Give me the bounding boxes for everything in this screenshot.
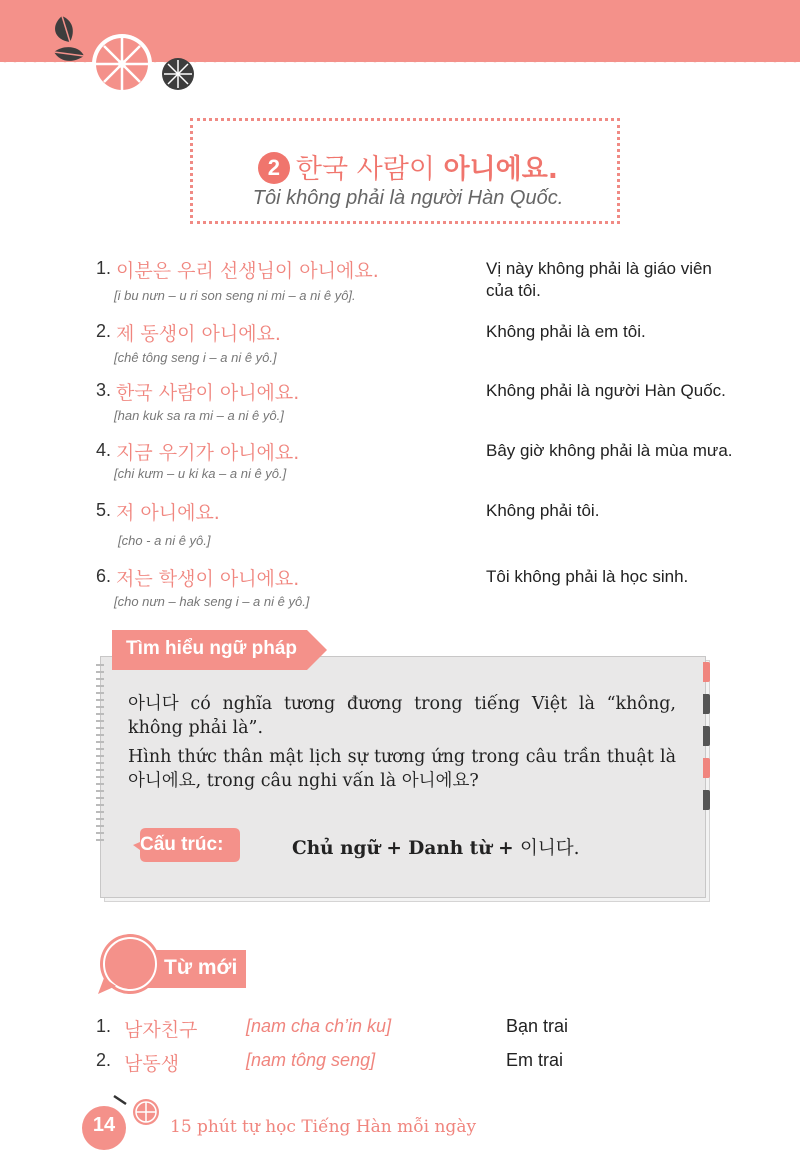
- grammar-p2-line2: 아니에요, trong câu nghi vấn là 아니에요?: [128, 771, 479, 791]
- notebook-tab: [703, 758, 710, 778]
- citrus-leaves-decoration: [40, 8, 200, 98]
- vocab-meaning: Bạn trai: [506, 1016, 569, 1036]
- leaf-icon: [54, 47, 84, 61]
- dark-orange-slice-icon: [162, 58, 194, 90]
- grammar-p1-line2: không phải là”.: [128, 718, 264, 738]
- notebook-tab: [703, 790, 710, 810]
- book-title: 15 phút tự học Tiếng Hàn mỗi ngày: [170, 1117, 477, 1137]
- grammar-p2-line1: Hình thức thân mật lịch sự tương ứng trong câu trần thuật là: [128, 747, 676, 767]
- example-korean: 이분은 우리 선생님이 아니에요.: [116, 260, 379, 282]
- vocab-row: 1. 남자친구 [nam cha ch’in ku] Bạn trai: [96, 1016, 569, 1041]
- notebook-tab: [703, 726, 710, 746]
- notebook-tab: [703, 694, 710, 714]
- lesson-title-korean: 2 한국 사람이 아니에요.: [193, 147, 623, 186]
- example-translation: Không phải tôi.: [486, 501, 600, 520]
- example-translation: Không phải là em tôi.: [486, 322, 646, 341]
- lesson-number-badge: 2: [258, 152, 290, 184]
- example-translation: Không phải là người Hàn Quốc.: [486, 381, 726, 400]
- page-number: 14: [92, 1114, 116, 1136]
- example-korean: 한국 사람이 아니에요.: [116, 382, 300, 404]
- example-korean: 지금 우기가 아니에요.: [116, 442, 300, 464]
- example-translation: Bây giờ không phải là mùa mưa.: [486, 441, 733, 460]
- vocab-row: 2. 남동생 [nam tông seng] Em trai: [96, 1050, 564, 1075]
- notebook-spiral: [96, 664, 104, 844]
- notebook-tabs: [703, 662, 711, 822]
- example-romanization: [cho nưn – hak seng i – a ni ê yô.]: [114, 594, 310, 609]
- footer-orange-icon: [112, 1090, 162, 1126]
- vocab-korean: 남동생: [124, 1053, 180, 1075]
- vocab-korean: 남자친구: [124, 1019, 198, 1041]
- leaf-icon: [55, 16, 73, 42]
- vocab-romanization: [nam cha ch’in ku]: [246, 1016, 392, 1036]
- orange-slice-icon: [92, 34, 152, 94]
- lesson-title-vietnamese: Tôi không phải là người Hàn Quốc.: [252, 187, 564, 209]
- grammar-heading-tab: [112, 630, 327, 670]
- grammar-p1-line1: 아니다 có nghĩa tương đương trong tiếng Việt là “không,: [128, 694, 676, 714]
- vocab-meaning: Em trai: [506, 1050, 564, 1070]
- structure-label: Cấu trúc:: [132, 826, 242, 864]
- example-korean: 저 아니에요.: [116, 502, 220, 524]
- example-translation: Tôi không phải là học sinh.: [486, 567, 689, 586]
- example-romanization: [i bu nưn – u ri son seng ni mi – a ni ê yô].: [114, 288, 356, 303]
- example-korean: 저는 학생이 아니에요.: [116, 568, 300, 590]
- lesson-title-box: [190, 118, 620, 224]
- vocab-heading: Từ mới: [94, 934, 254, 998]
- grammar-heading: Tìm hiểu ngữ pháp: [126, 638, 298, 659]
- example-translation: Vị này không phải là giáo viên của tôi.: [486, 259, 712, 300]
- example-romanization: [chê tông seng i – a ni ê yô.]: [114, 350, 277, 365]
- example-romanization: [chi kưm – u ki ka – a ni ê yô.]: [114, 466, 287, 481]
- structure-formula: Chủ ngữ + Danh từ + 이니다.: [292, 838, 580, 859]
- example-romanization: [han kuk sa ra mi – a ni ê yô.]: [114, 408, 284, 423]
- example-korean: 제 동생이 아니에요.: [116, 323, 281, 345]
- notebook-tab: [703, 662, 710, 682]
- vocab-romanization: [nam tông seng]: [246, 1050, 376, 1070]
- example-romanization: [cho - a ni ê yô.]: [118, 533, 211, 548]
